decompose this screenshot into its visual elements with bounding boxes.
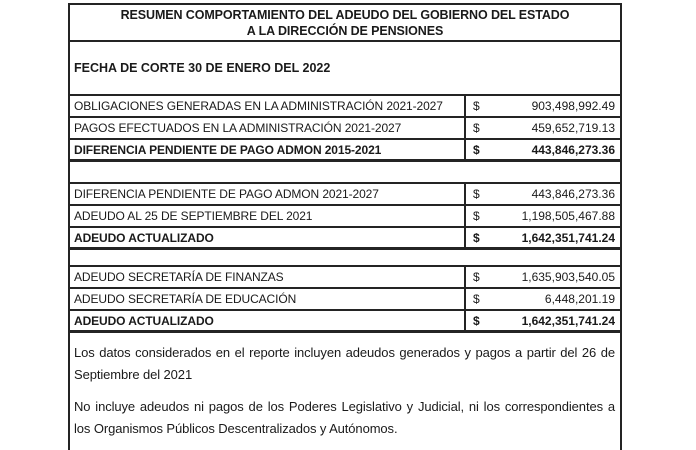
row-amount (466, 289, 620, 309)
row-amount (466, 118, 620, 138)
table-row-diferencia-2021-2027 (70, 184, 620, 206)
row-amount (466, 184, 620, 204)
row-label: ADEUDO SECRETARÍA DE FINANZAS (70, 267, 466, 287)
row-label: OBLIGACIONES GENERADAS EN LA ADMINISTRACIÓN 2021-2027 (70, 96, 466, 116)
table-row-pagos-efectuados (70, 118, 620, 140)
row-amount (466, 206, 620, 226)
currency-symbol: $ (473, 121, 480, 135)
table-row-adeudo-actualizado-1 (70, 228, 620, 250)
row-label: DIFERENCIA PENDIENTE DE PAGO ADMON 2021-2027 (70, 184, 466, 204)
currency-symbol: $ (473, 209, 480, 223)
currency-symbol: $ (473, 187, 480, 201)
currency-symbol: $ (473, 270, 480, 284)
report-title-line2: A LA DIRECCIÓN DE PENSIONES (246, 23, 444, 38)
table-row-adeudo-actualizado-2 (70, 311, 620, 333)
row-amount (466, 228, 620, 247)
report-title-line1: RESUMEN COMPORTAMIENTO DEL ADEUDO DEL GOBIERNO DEL ESTADO (120, 7, 570, 22)
amount-value: 1,635,903,540.05 (521, 270, 615, 284)
amount-value: 1,642,351,741.24 (521, 230, 615, 245)
amount-value: 6,448,201.19 (544, 292, 615, 306)
cutoff-date: FECHA DE CORTE 30 DE ENERO DEL 2022 (70, 42, 620, 96)
table-row-secretaria-finanzas (70, 267, 620, 289)
row-label: ADEUDO ACTUALIZADO (70, 228, 466, 247)
table-row-secretaria-educacion (70, 289, 620, 311)
empty-separator-row (70, 162, 620, 184)
empty-separator-row (70, 250, 620, 267)
amount-value: 443,846,273.36 (531, 187, 615, 201)
currency-symbol: $ (473, 142, 480, 157)
table-row-diferencia-2015-2021 (70, 140, 620, 162)
row-label: PAGOS EFECTUADOS EN LA ADMINISTRACIÓN 2021-2027 (70, 118, 466, 138)
amount-value: 1,642,351,741.24 (521, 313, 615, 328)
table-row-adeudo-25-septiembre (70, 206, 620, 228)
amount-value: 443,846,273.36 (531, 142, 615, 157)
row-amount (466, 311, 620, 330)
row-amount (466, 140, 620, 159)
currency-symbol: $ (473, 313, 480, 328)
row-label: ADEUDO ACTUALIZADO (70, 311, 466, 330)
report-title (70, 5, 620, 42)
notes-section (70, 333, 620, 439)
row-label: ADEUDO AL 25 DE SEPTIEMBRE DEL 2021 (70, 206, 466, 226)
amount-value: 459,652,719.13 (531, 121, 615, 135)
row-amount (466, 96, 620, 116)
note-exclusions: No incluye adeudos ni pagos de los Poderes Legislativo y Judicial, ni los correspondientes a los Organismos Públicos Descentralizados y Autónomos. (74, 399, 615, 436)
debt-summary-report (68, 3, 622, 450)
row-label: DIFERENCIA PENDIENTE DE PAGO ADMON 2015-2021 (70, 140, 466, 159)
currency-symbol: $ (473, 230, 480, 245)
row-label: ADEUDO SECRETARÍA DE EDUCACIÓN (70, 289, 466, 309)
amount-value: 903,498,992.49 (531, 99, 615, 113)
currency-symbol: $ (473, 292, 480, 306)
note-data-scope: Los datos considerados en el reporte incluyen adeudos generados y pagos a partir del 26 de Septiembre del 2021 (74, 345, 615, 382)
table-row-obligaciones-generadas (70, 96, 620, 118)
row-amount (466, 267, 620, 287)
amount-value: 1,198,505,467.88 (521, 209, 615, 223)
currency-symbol: $ (473, 99, 480, 113)
